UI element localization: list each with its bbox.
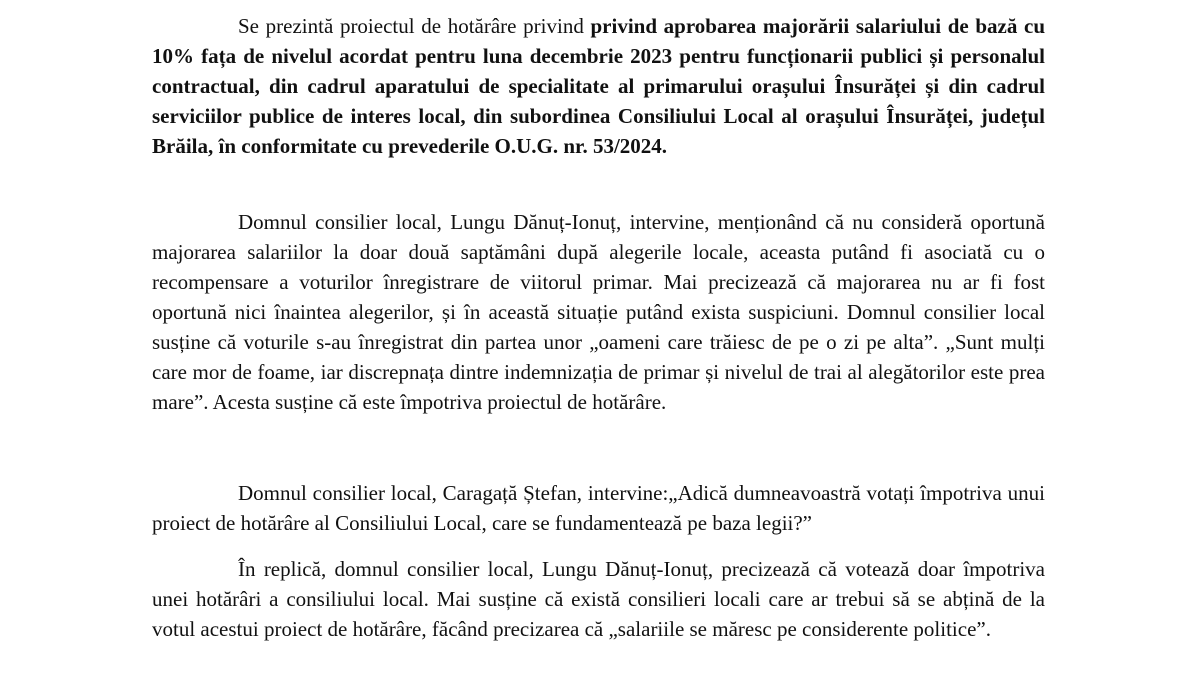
paragraph-caragata-intervention: Domnul consilier local, Caragață Ștefan, intervine:„Adică dumneavoastră votați împotriva unui proiect de hotărâre al Consiliului Local, care se fundamentează pe baza legii?”	[152, 481, 1045, 535]
project-title-bold-text: privind aprobarea majorării salariului de bază cu 10% fața de nivelul acordat pentru luna decembrie 2023 pentru funcționarii publici și personalul contractual, din cadrul aparatului de specialitate al primarului orașului Însurăței și din cadrul serviciilor publice de interes local, din subordinea Consiliului Local al orașului Însurăței, județul Brăila, în conformitate cu prevederile O.U.G. nr. 53/2024.	[152, 14, 1046, 158]
paragraph-lungu-intervention: Domnul consilier local, Lungu Dănuț-Ionuț, intervine, menționând că nu consideră oportună majorarea salariilor la doar două saptămâni după alegerile locale, aceasta putând fi asociată cu o recompensare a voturilor înregistrare de viitorul primar. Mai precizează că majorarea nu ar fi fost oportună nici înaintea alegerilor, și în această situație putând exista suspiciuni. Domnul consilier local susține că voturile s-au înregistrat din partea unor „oameni care trăiesc de pe o zi pe alta”. „Sunt mulți care mor de foame, iar discrepnața dintre indemnizația de primar și nivelul de trai al alegătorilor este prea mare”. Acesta susține că este împotriva proiectul de hotărâre.	[152, 210, 1045, 414]
paragraph-project-presentation	[152, 11, 1045, 161]
paragraph-lungu-reply: În replică, domnul consilier local, Lungu Dănuț-Ionuț, precizează că votează doar împotriva unei hotărâri a consiliului local. Mai susține că există consilieri locali care ar trebui să se abțină de la votul acestui proiect de hotărâre, făcând precizarea că „salariile se măresc pe considerente politice”.	[152, 557, 1045, 641]
paragraph-intro-text: Se prezintă proiectul de hotărâre privind	[238, 14, 591, 38]
